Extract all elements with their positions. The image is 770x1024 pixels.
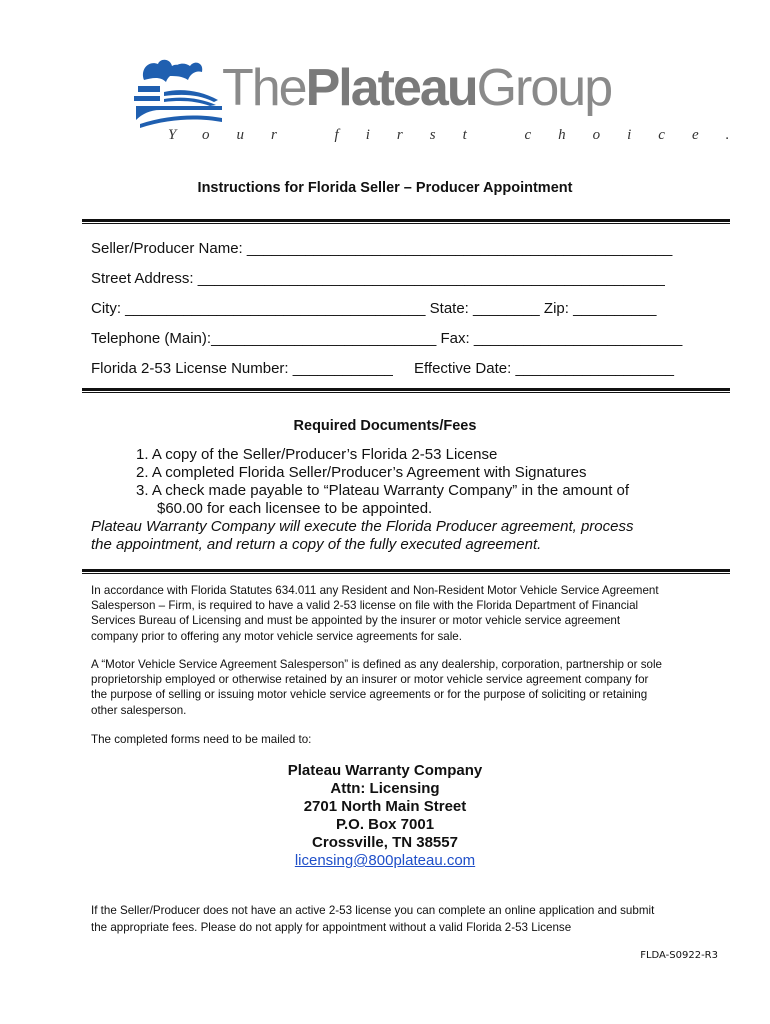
- address-city: Crossville, TN 38557: [312, 834, 458, 851]
- license-number-field: Florida 2-53 License Number: ____________: [91, 360, 393, 377]
- address-pobox: P.O. Box 7001: [335, 816, 435, 833]
- document-title: Instructions for Florida Seller – Producer Appointment: [197, 180, 573, 196]
- logo-word-the: The: [222, 59, 306, 117]
- logo-tagline: Your first choice.: [168, 127, 757, 143]
- divider-top: [82, 219, 730, 222]
- definition-paragraph: A “Motor Vehicle Service Agreement Salesperson” is defined as any dealership, corporation, partnership or sole proprietorship employed or otherwise retained by an insurer or motor vehicle service agreement company for the purpose of selling or issuing motor vehicle service agreements or for the purpose of soliciting or retaining other salesperson.: [91, 658, 662, 717]
- licensing-email-link[interactable]: licensing@800plateau.com: [294, 852, 476, 869]
- statutes-paragraph: In accordance with Florida Statutes 634.011 any Resident and Non-Resident Motor Vehicle Service Agreement Salesperson – Firm, is required to have a valid 2-53 license on file with the Florida Department of Financial Services Bureau of Licensing and must be appointed by the insurer or motor vehicle service agreement company prior to offering any motor vehicle service agreements for sale.: [91, 584, 659, 643]
- footer-paragraph: If the Seller/Producer does not have an active 2-53 license you can complete an online application and submit the appropriate fees. Please do not apply for appointment without a valid Florida 2-53 License: [91, 904, 655, 934]
- street-address-field: Street Address: ________________________________________________________: [91, 270, 665, 287]
- list-item: 3. A check made payable to “Plateau Warranty Company” in the amount of: [136, 482, 630, 499]
- telephone-fax-field: Telephone (Main):___________________________ Fax: _________________________: [91, 330, 683, 347]
- divider-middle: [82, 388, 730, 391]
- divider-top-thin: [82, 223, 730, 224]
- address-street: 2701 North Main Street: [303, 798, 467, 815]
- required-documents-heading: Required Documents/Fees: [293, 418, 477, 434]
- seller-name-field: Seller/Producer Name: ___________________________________________________: [91, 240, 673, 257]
- list-item: 2. A completed Florida Seller/Producer’s Agreement with Signatures: [136, 464, 587, 481]
- logo-word-plateau: Plateau: [305, 59, 477, 117]
- divider-middle-thin: [82, 392, 730, 393]
- effective-date-field: Effective Date: ___________________: [414, 360, 674, 377]
- city-state-zip-field: City: ____________________________________ State: ________ Zip: __________: [91, 300, 657, 317]
- logo-wordmark: [222, 59, 612, 117]
- logo-word-group: Group: [476, 59, 612, 117]
- address-attn: Attn: Licensing: [330, 780, 440, 797]
- divider-lower: [82, 569, 730, 572]
- list-item-continued: $60.00 for each licensee to be appointed.: [157, 500, 433, 517]
- form-code: FLDA-S0922-R3: [640, 950, 718, 961]
- agreement-note-line2: the appointment, and return a copy of the fully executed agreement.: [91, 536, 542, 553]
- agreement-note-line1: Plateau Warranty Company will execute the Florida Producer agreement, process: [91, 518, 634, 535]
- divider-lower-thin: [82, 573, 730, 574]
- list-item: 1. A copy of the Seller/Producer’s Florida 2-53 License: [136, 446, 498, 463]
- address-company: Plateau Warranty Company: [287, 762, 483, 779]
- mail-instructions: The completed forms need to be mailed to:: [91, 733, 312, 746]
